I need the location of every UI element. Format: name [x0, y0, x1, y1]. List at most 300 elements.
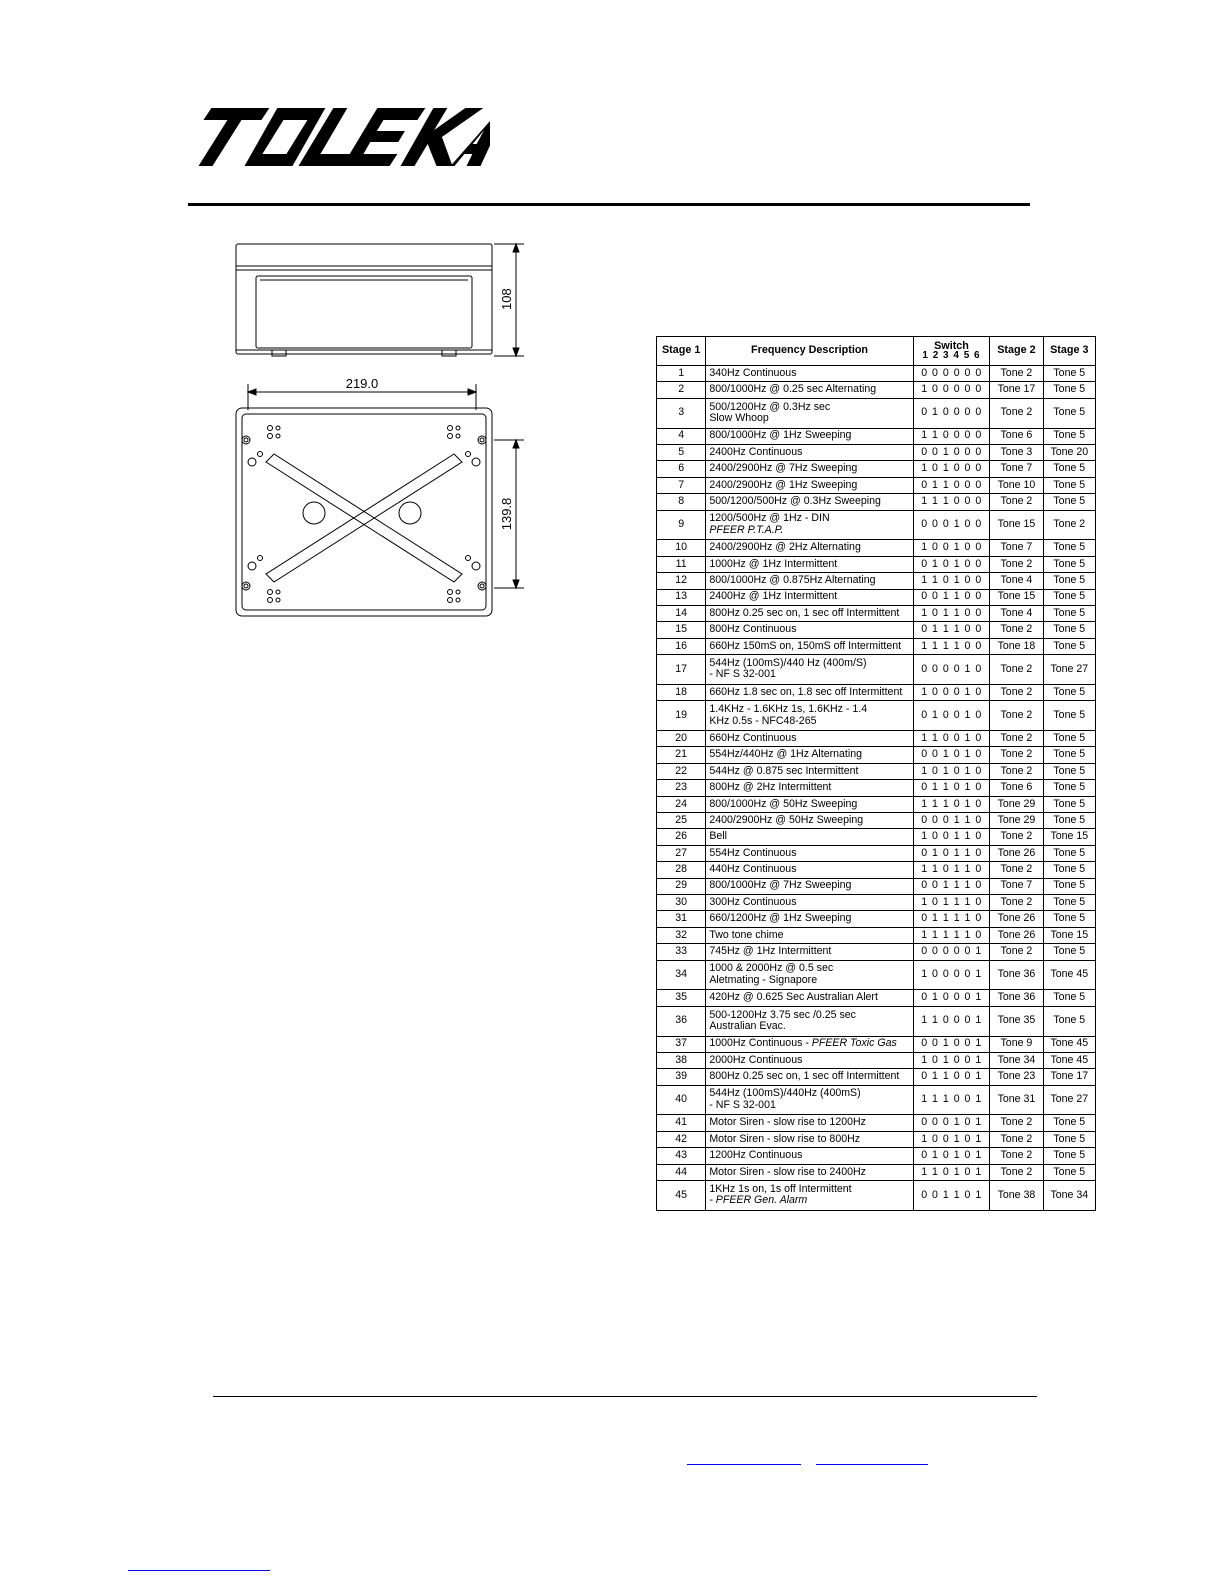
toleka-logo: [190, 106, 490, 168]
table-row: [657, 747, 1096, 763]
cell-switch: 0 1 0 0 0 0: [913, 398, 990, 428]
cell-stage1: 40: [657, 1085, 706, 1115]
cell-switch: 0 0 0 0 1 0: [913, 655, 990, 685]
cell-stage3: Tone 5: [1043, 1148, 1095, 1164]
header-stage3: Stage 3: [1043, 337, 1095, 366]
header-switch: [913, 337, 990, 366]
cell-switch: 0 0 0 1 0 1: [913, 1115, 990, 1131]
table-row: [657, 655, 1096, 685]
cell-stage2: Tone 2: [990, 862, 1043, 878]
cell-switch: 1 1 1 0 1 0: [913, 796, 990, 812]
table-row: [657, 573, 1096, 589]
cell-frequency-description: [706, 894, 913, 910]
table-row: [657, 1052, 1096, 1068]
cell-stage2: Tone 2: [990, 701, 1043, 731]
description-line: 800Hz @ 2Hz Intermittent: [709, 781, 832, 794]
cell-stage1: 30: [657, 894, 706, 910]
cell-switch: 0 0 0 0 0 0: [913, 366, 990, 382]
cell-stage3: Tone 5: [1043, 701, 1095, 731]
cell-stage1: 35: [657, 990, 706, 1006]
description-line: 800Hz 0.25 sec on, 1 sec off Intermittent: [709, 1070, 900, 1083]
description-line: 1000Hz @ 1Hz Intermittent: [709, 557, 838, 570]
side-dimension-label: 108: [499, 288, 514, 310]
cell-stage2: Tone 2: [990, 1148, 1043, 1164]
table-row: [657, 780, 1096, 796]
table-row: [657, 556, 1096, 572]
cell-stage2: Tone 2: [990, 1131, 1043, 1147]
description-line: 2400/2900Hz @ 1Hz Sweeping: [709, 478, 858, 491]
description-line: 1.4KHz - 1.6KHz 1s, 1.6KHz - 1.4: [709, 703, 868, 716]
cell-switch: 1 0 0 1 0 0: [913, 540, 990, 556]
table-row: [657, 813, 1096, 829]
cell-frequency-description: [706, 862, 913, 878]
description-line-2: - NF S 32-001: [709, 668, 776, 681]
description-line: Motor Siren - slow rise to 800Hz: [709, 1132, 861, 1145]
cell-stage2: Tone 2: [990, 366, 1043, 382]
cell-stage3: Tone 45: [1043, 960, 1095, 990]
cell-stage2: Tone 6: [990, 428, 1043, 444]
cell-frequency-description: [706, 477, 913, 493]
cell-stage2: Tone 26: [990, 845, 1043, 861]
cell-frequency-description: [706, 813, 913, 829]
cell-stage1: 8: [657, 494, 706, 510]
cell-stage2: Tone 7: [990, 878, 1043, 894]
description-line: 1000Hz Continuous -: [709, 1037, 812, 1050]
cell-stage2: Tone 29: [990, 813, 1043, 829]
cell-frequency-description: [706, 747, 913, 763]
cell-stage1: 36: [657, 1006, 706, 1036]
cell-stage3: Tone 5: [1043, 382, 1095, 398]
table-row: [657, 366, 1096, 382]
cell-frequency-description: [706, 684, 913, 700]
cell-switch: 0 1 1 0 0 1: [913, 1069, 990, 1085]
cell-stage2: Tone 2: [990, 894, 1043, 910]
cell-switch: 1 1 0 1 1 0: [913, 862, 990, 878]
cell-stage2: Tone 2: [990, 747, 1043, 763]
cell-stage3: Tone 5: [1043, 1115, 1095, 1131]
description-line: 1200Hz Continuous: [709, 1149, 803, 1162]
cell-stage1: 13: [657, 589, 706, 605]
cell-stage1: 25: [657, 813, 706, 829]
header-switch-title: Switch: [934, 340, 969, 352]
table-row: [657, 701, 1096, 731]
cell-stage1: 33: [657, 944, 706, 960]
cell-frequency-description: [706, 428, 913, 444]
cell-stage2: Tone 18: [990, 638, 1043, 654]
table-row: [657, 1006, 1096, 1036]
table-row: [657, 684, 1096, 700]
cell-stage1: 32: [657, 927, 706, 943]
table-row: [657, 960, 1096, 990]
cell-switch: 1 0 1 0 0 0: [913, 461, 990, 477]
cell-stage3: Tone 45: [1043, 1036, 1095, 1052]
table-row: [657, 763, 1096, 779]
cell-switch: 1 1 0 1 0 1: [913, 1164, 990, 1180]
cell-stage2: Tone 29: [990, 796, 1043, 812]
cell-stage3: Tone 5: [1043, 990, 1095, 1006]
tone-table-container: [656, 336, 1096, 1211]
cell-frequency-description: [706, 622, 913, 638]
cell-stage2: Tone 23: [990, 1069, 1043, 1085]
table-row: [657, 477, 1096, 493]
cell-stage2: Tone 15: [990, 589, 1043, 605]
table-row: [657, 1148, 1096, 1164]
cell-stage1: 14: [657, 605, 706, 621]
table-row: [657, 494, 1096, 510]
cell-stage1: 12: [657, 573, 706, 589]
table-row: [657, 605, 1096, 621]
cell-stage2: Tone 2: [990, 684, 1043, 700]
cell-switch: 0 1 1 1 0 0: [913, 622, 990, 638]
cell-stage1: 16: [657, 638, 706, 654]
table-row: [657, 927, 1096, 943]
header-stage1: Stage 1: [657, 337, 706, 366]
description-line: 2400Hz @ 1Hz Intermittent: [709, 590, 838, 603]
description-line: Motor Siren - slow rise to 1200Hz: [709, 1116, 866, 1129]
cell-switch: 0 0 1 0 1 0: [913, 747, 990, 763]
description-line: 500/1200/500Hz @ 0.3Hz Sweeping: [709, 495, 881, 508]
cell-frequency-description: [706, 1164, 913, 1180]
cell-stage2: Tone 7: [990, 461, 1043, 477]
cell-switch: 1 1 0 0 0 0: [913, 428, 990, 444]
cell-frequency-description: [706, 573, 913, 589]
cell-stage3: Tone 15: [1043, 829, 1095, 845]
description-line: 1KHz 1s on, 1s off Intermittent: [709, 1182, 852, 1195]
cell-frequency-description: [706, 540, 913, 556]
cell-stage2: Tone 2: [990, 622, 1043, 638]
header-frequency-description: Frequency Description: [706, 337, 913, 366]
cell-stage1: 20: [657, 731, 706, 747]
table-row: [657, 382, 1096, 398]
cell-stage3: Tone 5: [1043, 366, 1095, 382]
cell-switch: 0 0 1 1 1 0: [913, 878, 990, 894]
cell-stage1: 18: [657, 684, 706, 700]
cell-stage2: Tone 2: [990, 398, 1043, 428]
cell-switch: 1 0 1 0 1 0: [913, 763, 990, 779]
description-line: 800/1000Hz @ 50Hz Sweeping: [709, 797, 858, 810]
cell-switch: 0 1 1 1 1 0: [913, 911, 990, 927]
cell-stage3: Tone 2: [1043, 510, 1095, 540]
cell-stage1: 37: [657, 1036, 706, 1052]
table-row: [657, 1115, 1096, 1131]
description-line: 800/1000Hz @ 1Hz Sweeping: [709, 429, 852, 442]
cell-stage3: Tone 45: [1043, 1052, 1095, 1068]
cell-stage1: 39: [657, 1069, 706, 1085]
table-row: [657, 796, 1096, 812]
cell-stage3: Tone 5: [1043, 398, 1095, 428]
description-line-2: PFEER P.T.A.P.: [709, 523, 784, 536]
cell-switch: 0 0 0 0 0 1: [913, 944, 990, 960]
footer-link-underline-3[interactable]: [128, 1570, 270, 1571]
cell-stage2: Tone 2: [990, 655, 1043, 685]
cell-stage3: Tone 5: [1043, 428, 1095, 444]
cell-switch: 1 0 1 0 0 1: [913, 1052, 990, 1068]
cell-stage3: Tone 5: [1043, 684, 1095, 700]
description-line: 660Hz 1.8 sec on, 1.8 sec off Intermittent: [709, 685, 903, 698]
cell-stage3: Tone 5: [1043, 747, 1095, 763]
tone-table-body: [657, 366, 1096, 1211]
table-row: [657, 444, 1096, 460]
cell-frequency-description: [706, 829, 913, 845]
cell-frequency-description: [706, 605, 913, 621]
cell-stage1: 42: [657, 1131, 706, 1147]
cell-stage1: 27: [657, 845, 706, 861]
description-line: 660Hz 150mS on, 150mS off Intermittent: [709, 639, 902, 652]
description-line: 300Hz Continuous: [709, 895, 797, 908]
cell-stage1: 3: [657, 398, 706, 428]
description-line: 745Hz @ 1Hz Intermittent: [709, 945, 832, 958]
description-line-2: Aletmating - Signapore: [709, 973, 818, 986]
cell-switch: 0 0 1 0 0 0: [913, 444, 990, 460]
cell-stage3: Tone 5: [1043, 556, 1095, 572]
table-row: [657, 845, 1096, 861]
cell-stage3: Tone 5: [1043, 894, 1095, 910]
cell-stage1: 6: [657, 461, 706, 477]
table-row: [657, 589, 1096, 605]
cell-stage2: Tone 2: [990, 731, 1043, 747]
cell-stage1: 19: [657, 701, 706, 731]
table-row: [657, 461, 1096, 477]
cell-stage1: 21: [657, 747, 706, 763]
cell-switch: 0 0 0 1 1 0: [913, 813, 990, 829]
footer-link-underline-2[interactable]: [816, 1464, 928, 1465]
table-row: [657, 894, 1096, 910]
cell-frequency-description: [706, 944, 913, 960]
table-row: [657, 428, 1096, 444]
cell-stage2: Tone 2: [990, 556, 1043, 572]
cell-stage2: Tone 2: [990, 944, 1043, 960]
cell-stage1: 17: [657, 655, 706, 685]
cell-stage2: Tone 17: [990, 382, 1043, 398]
cell-frequency-description: [706, 461, 913, 477]
table-row: [657, 1085, 1096, 1115]
cell-stage3: Tone 5: [1043, 731, 1095, 747]
description-line: 554Hz Continuous: [709, 846, 797, 859]
description-line-2: Slow Whoop: [709, 412, 769, 425]
cell-frequency-description: [706, 510, 913, 540]
table-row: [657, 622, 1096, 638]
cell-frequency-description: [706, 1069, 913, 1085]
footer-link-underline-1[interactable]: [687, 1464, 801, 1465]
cell-frequency-description: [706, 556, 913, 572]
cell-stage1: 31: [657, 911, 706, 927]
cell-switch: 1 1 1 1 1 0: [913, 927, 990, 943]
cell-stage1: 23: [657, 780, 706, 796]
cell-switch: 0 1 0 0 1 0: [913, 701, 990, 731]
description-line-2: - NF S 32-001: [709, 1099, 776, 1112]
cell-stage1: 28: [657, 862, 706, 878]
cell-stage3: Tone 34: [1043, 1181, 1095, 1211]
cell-stage2: Tone 26: [990, 911, 1043, 927]
cell-stage3: Tone 5: [1043, 911, 1095, 927]
cell-stage3: Tone 5: [1043, 1131, 1095, 1147]
table-row: [657, 829, 1096, 845]
cell-stage3: Tone 5: [1043, 1006, 1095, 1036]
cell-frequency-description: [706, 366, 913, 382]
cell-frequency-description: [706, 1006, 913, 1036]
cell-stage1: 1: [657, 366, 706, 382]
cell-switch: 1 1 0 0 0 1: [913, 1006, 990, 1036]
cell-stage3: Tone 5: [1043, 589, 1095, 605]
cell-stage1: 2: [657, 382, 706, 398]
cell-stage3: Tone 5: [1043, 845, 1095, 861]
description-line: 660Hz Continuous: [709, 731, 797, 744]
cell-switch: 1 0 0 1 0 1: [913, 1131, 990, 1147]
cell-stage2: Tone 2: [990, 763, 1043, 779]
cell-stage1: 22: [657, 763, 706, 779]
enclosure-plan-view: [232, 376, 532, 626]
cell-frequency-description: [706, 1052, 913, 1068]
cell-stage1: 11: [657, 556, 706, 572]
table-row: [657, 878, 1096, 894]
cell-stage1: 26: [657, 829, 706, 845]
cell-frequency-description: [706, 1181, 913, 1211]
cell-stage2: Tone 3: [990, 444, 1043, 460]
cell-switch: 0 0 1 1 0 0: [913, 589, 990, 605]
cell-switch: 1 1 1 0 0 1: [913, 1085, 990, 1115]
cell-frequency-description: [706, 655, 913, 685]
header-rule: [188, 203, 1030, 206]
description-line: 800/1000Hz @ 0.25 sec Alternating: [709, 383, 877, 396]
table-row: [657, 944, 1096, 960]
cell-stage1: 38: [657, 1052, 706, 1068]
cell-stage3: Tone 20: [1043, 444, 1095, 460]
cell-stage3: Tone 5: [1043, 796, 1095, 812]
plan-width-dimension-label: 219.0: [345, 376, 379, 391]
cell-frequency-description: [706, 1036, 913, 1052]
cell-frequency-description: [706, 911, 913, 927]
cell-stage1: 45: [657, 1181, 706, 1211]
description-line: 800/1000Hz @ 7Hz Sweeping: [709, 879, 852, 892]
description-line: 544Hz (100mS)/440 Hz (400m/S): [709, 656, 867, 669]
cell-stage1: 4: [657, 428, 706, 444]
cell-frequency-description: [706, 1115, 913, 1131]
cell-switch: 1 0 0 0 0 0: [913, 382, 990, 398]
cell-stage1: 41: [657, 1115, 706, 1131]
description-line: 2400/2900Hz @ 50Hz Sweeping: [709, 813, 864, 826]
description-line: 544Hz (100mS)/440Hz (400mS): [709, 1087, 861, 1100]
cell-stage3: Tone 17: [1043, 1069, 1095, 1085]
cell-stage3: Tone 5: [1043, 477, 1095, 493]
cell-stage3: Tone 5: [1043, 1164, 1095, 1180]
description-line: 1000 & 2000Hz @ 0.5 sec: [709, 962, 834, 975]
cell-stage1: 24: [657, 796, 706, 812]
cell-stage3: Tone 5: [1043, 494, 1095, 510]
description-line: 660/1200Hz @ 1Hz Sweeping: [709, 912, 852, 925]
plan-height-dimension-label: 139.8: [499, 497, 514, 531]
cell-stage3: Tone 5: [1043, 862, 1095, 878]
cell-switch: 0 0 0 1 0 0: [913, 510, 990, 540]
enclosure-side-view: [232, 240, 532, 370]
cell-frequency-description: [706, 763, 913, 779]
cell-frequency-description: [706, 780, 913, 796]
table-row: [657, 398, 1096, 428]
table-row: [657, 540, 1096, 556]
description-line-2: KHz 0.5s - NFC48-265: [709, 714, 817, 727]
cell-stage2: Tone 38: [990, 1181, 1043, 1211]
cell-switch: 0 1 0 1 0 0: [913, 556, 990, 572]
cell-stage1: 34: [657, 960, 706, 990]
cell-stage3: Tone 5: [1043, 638, 1095, 654]
cell-stage1: 9: [657, 510, 706, 540]
cell-switch: 1 0 0 0 1 0: [913, 684, 990, 700]
cell-stage3: Tone 5: [1043, 461, 1095, 477]
table-row: [657, 990, 1096, 1006]
description-line: 1200/500Hz @ 1Hz - DIN: [709, 512, 830, 525]
cell-stage2: Tone 35: [990, 1006, 1043, 1036]
description-line: Two tone chime: [709, 928, 784, 941]
cell-stage3: Tone 5: [1043, 763, 1095, 779]
table-row: [657, 911, 1096, 927]
cell-switch: 0 1 0 1 0 1: [913, 1148, 990, 1164]
tone-table: [656, 336, 1096, 1211]
table-row: [657, 510, 1096, 540]
table-row: [657, 638, 1096, 654]
description-line: 2400/2900Hz @ 2Hz Alternating: [709, 541, 861, 554]
cell-frequency-description: [706, 382, 913, 398]
cell-frequency-description: [706, 638, 913, 654]
cell-stage1: 7: [657, 477, 706, 493]
cell-frequency-description: [706, 731, 913, 747]
description-italic-suffix: PFEER Toxic Gas: [811, 1037, 897, 1050]
cell-frequency-description: [706, 701, 913, 731]
table-row: [657, 1181, 1096, 1211]
description-line: 2000Hz Continuous: [709, 1053, 803, 1066]
cell-stage2: Tone 9: [990, 1036, 1043, 1052]
description-line-2: Australian Evac.: [709, 1020, 786, 1033]
description-line: 554Hz/440Hz @ 1Hz Alternating: [709, 748, 863, 761]
cell-stage2: Tone 10: [990, 477, 1043, 493]
cell-frequency-description: [706, 589, 913, 605]
cell-stage2: Tone 4: [990, 573, 1043, 589]
cell-stage2: Tone 2: [990, 1164, 1043, 1180]
cell-stage2: Tone 6: [990, 780, 1043, 796]
cell-stage3: Tone 5: [1043, 540, 1095, 556]
cell-frequency-description: [706, 878, 913, 894]
description-line: 440Hz Continuous: [709, 863, 797, 876]
description-line: 800Hz 0.25 sec on, 1 sec off Intermittent: [709, 606, 900, 619]
table-header-row: [657, 337, 1096, 366]
cell-stage2: Tone 4: [990, 605, 1043, 621]
cell-stage2: Tone 36: [990, 990, 1043, 1006]
table-row: [657, 1131, 1096, 1147]
description-line-2: - PFEER Gen. Alarm: [709, 1194, 808, 1207]
cell-stage1: 10: [657, 540, 706, 556]
cell-stage2: Tone 34: [990, 1052, 1043, 1068]
cell-switch: 1 1 1 1 0 0: [913, 638, 990, 654]
cell-switch: 0 1 0 1 1 0: [913, 845, 990, 861]
cell-stage2: Tone 31: [990, 1085, 1043, 1115]
header-switch-numbers: 1 2 3 4 5 6: [922, 350, 981, 361]
cell-frequency-description: [706, 494, 913, 510]
header-stage2: Stage 2: [990, 337, 1043, 366]
cell-stage2: Tone 15: [990, 510, 1043, 540]
description-line: 500-1200Hz 3.75 sec /0.25 sec: [709, 1008, 856, 1021]
cell-frequency-description: [706, 1085, 913, 1115]
cell-stage1: 15: [657, 622, 706, 638]
cell-switch: 1 1 1 0 0 0: [913, 494, 990, 510]
description-line: 2400/2900Hz @ 7Hz Sweeping: [709, 462, 858, 475]
table-row: [657, 1036, 1096, 1052]
cell-frequency-description: [706, 444, 913, 460]
cell-stage3: Tone 5: [1043, 573, 1095, 589]
cell-switch: 1 1 0 1 0 0: [913, 573, 990, 589]
cell-stage2: Tone 2: [990, 829, 1043, 845]
cell-stage3: Tone 5: [1043, 622, 1095, 638]
cell-frequency-description: [706, 960, 913, 990]
description-line: 420Hz @ 0.625 Sec Australian Alert: [709, 991, 878, 1004]
cell-frequency-description: [706, 796, 913, 812]
